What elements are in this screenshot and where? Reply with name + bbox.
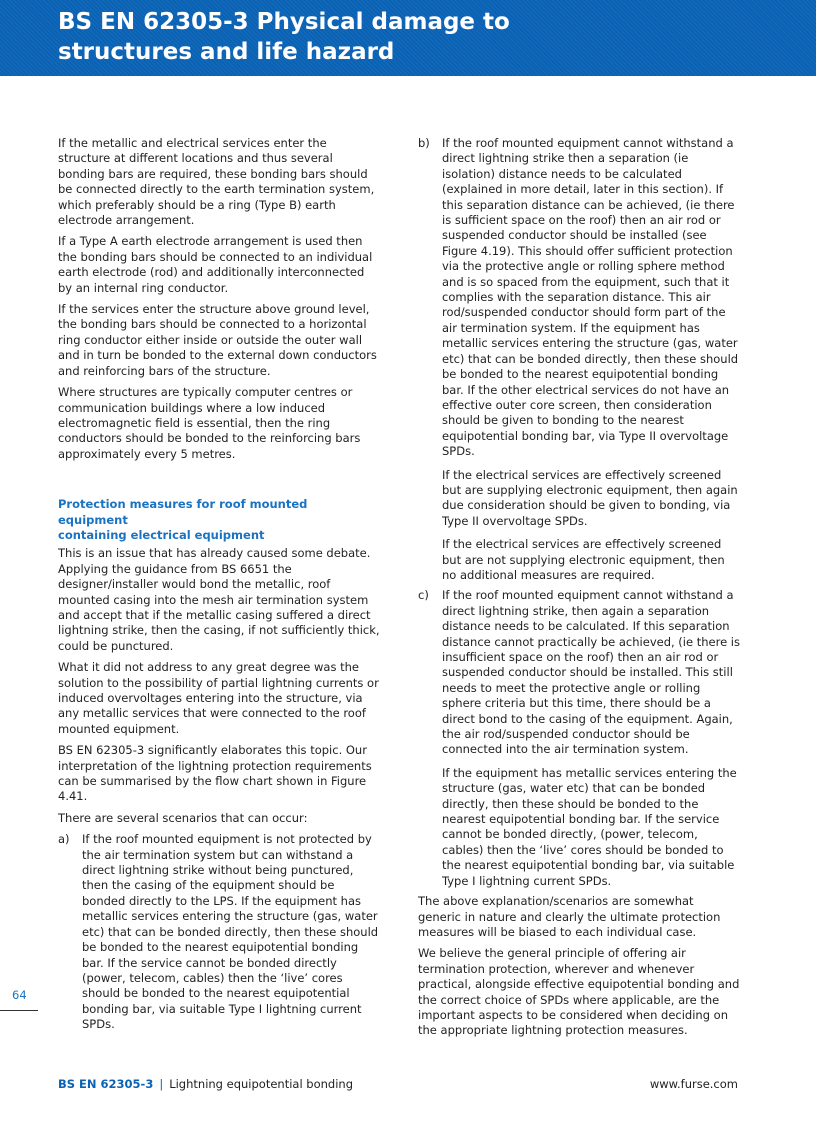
paragraph: There are several scenarios that can occur: xyxy=(58,810,308,825)
footer-separator: | xyxy=(159,1077,164,1091)
paragraph: What it did not address to any great degree was the solution to the possibility of partial lightning currents or induced overvoltages entering into the structure, via any metallic services that were connected to the roof mounted equipment. xyxy=(58,660,379,736)
footer-standard-code: BS EN 62305-3 xyxy=(58,1077,154,1091)
subheading-line-1: Protection measures for roof mounted equipment xyxy=(58,497,308,527)
footer xyxy=(58,1077,738,1091)
paragraph: This is an issue that has already caused some debate. Applying the guidance from BS 6651 the designer/installer would bond the metallic, roof mounted casing into the mesh air termination system and accept that if the metallic casing suffered a direct lightning strike, then the casing, if not sufficiently thick, could be punctured. xyxy=(58,546,380,653)
paragraph: BS EN 62305-3 significantly elaborates this topic. Our interpretation of the lightning protection requirements can be summarised by the flow chart shown in Figure 4.41. xyxy=(58,743,372,804)
page-number-rule xyxy=(0,1010,38,1011)
left-column xyxy=(58,136,380,1038)
paragraph: If the metallic and electrical services enter the structure at different locations and thus several bonding bars are required, these bonding bars should be connected directly to the earth termination system, which preferably should be a ring (Type B) earth electrode arrangement. xyxy=(58,136,375,228)
list-item-a xyxy=(58,832,380,1032)
page-title xyxy=(58,7,758,67)
footer-section-title: Lightning equipotential bonding xyxy=(169,1077,354,1091)
list-item-text: If the roof mounted equipment cannot withstand a direct lightning strike, then again a separation distance needs to be calculated. If this separation distance cannot practically be achieved, (ie there is insufficient space on the roof) then an air rod or suspended conductor should be installed. This still needs to meet the protective angle or rolling sphere criteria but this time, there should be a direct bond to the casing of the equipment. Again, the air rod/suspended conductor should be connected into the air termination system. xyxy=(442,588,740,757)
list-marker: b) xyxy=(418,136,430,150)
paragraph: We believe the general principle of offering air termination protection, wherever and whenever practical, alongside effective equipotential bonding and the correct choice of SPDs where applicable, are the important aspects to be considered when deciding on the appropriate lightning protection measures. xyxy=(418,946,740,1038)
paragraph: If the services enter the structure above ground level, the bonding bars should be connected to a horizontal ring conductor either inside or outside the outer wall and in turn be bonded to the external down conductors and reinforcing bars of the structure. xyxy=(58,302,377,378)
list-item-b xyxy=(418,136,740,583)
paragraph: The above explanation/scenarios are somewhat generic in nature and clearly the ultimate protection measures will be biased to each individual case. xyxy=(418,894,721,939)
section-subheading xyxy=(58,497,380,543)
list-item-text: If the roof mounted equipment cannot withstand a direct lightning strike then a separation (ie isolation) distance needs to be calculated (explained in more detail, later in this section). If this separation distance can be achieved, (ie there is sufficient space on the roof) then an air rod or suspended conductor should be installed (see Figure 4.19). This should offer sufficient protection via the protective angle or rolling sphere method and is so spaced from the equipment, such that it complies with the separation distance. This air rod/suspended conductor should form part of the air termination system. If the equipment has metallic services entering the structure (gas, water etc) that can be bonded directly, then these should be bonded to the nearest equipotential bonding bar. If the other electrical services do not have an effective outer core screen, then consideration should be given to bonding to the nearest equipotential bonding bar, via Type II overvoltage SPDs. xyxy=(442,136,739,459)
right-column xyxy=(418,136,740,1045)
paragraph: Where structures are typically computer centres or communication buildings where a low induced electromagnetic field is essential, then the ring conductors should be bonded to the reinforcing bars approximately every 5 metres. xyxy=(58,385,361,461)
list-marker: a) xyxy=(58,832,70,847)
list-item-text: If the electrical services are effectively screened but are not supplying electronic equipment, then no additional measures are required. xyxy=(442,537,725,582)
page-title-line-1: BS EN 62305-3 Physical damage to xyxy=(58,9,510,35)
list-item-c xyxy=(418,588,740,889)
footer-url: www.furse.com xyxy=(649,1077,738,1091)
page-number: 64 xyxy=(12,988,27,1002)
list-item-text: If the equipment has metallic services entering the structure (gas, water etc) that can be bonded directly, then these should be bonded to the nearest equipotential bonding bar. If the service cannot be bonded directly, (power, telecom, cables) then the ‘live’ cores should be bonded to the nearest equipotential bonding bar, via suitable Type I lightning current SPDs. xyxy=(442,765,737,888)
list-marker: c) xyxy=(418,588,429,603)
list-item-text: If the electrical services are effectively screened but are supplying electronic equipment, then again due consideration should be given to bonding, via Type II overvoltage SPDs. xyxy=(442,467,738,528)
header-banner xyxy=(0,0,816,76)
page-title-line-2: structures and life hazard xyxy=(58,39,395,65)
list-item-text: If the roof mounted equipment is not protected by the air termination system but can withstand a direct lightning strike without being punctured, then the casing of the equipment should be bonded directly to the LPS. If the equipment has metallic services entering the structure (gas, water etc) that can be bonded directly, then these should be bonded to the nearest equipotential bonding bar. If the service cannot be bonded directly (power, telecom, cables) then the ‘live’ cores should be bonded to the nearest equipotential bonding bar, via suitable Type I lightning current SPDs. xyxy=(82,832,379,1032)
paragraph: If a Type A earth electrode arrangement is used then the bonding bars should be connected to an individual earth electrode (rod) and additionally interconnected by an internal ring conductor. xyxy=(58,234,373,295)
subheading-line-2: containing electrical equipment xyxy=(58,527,265,542)
